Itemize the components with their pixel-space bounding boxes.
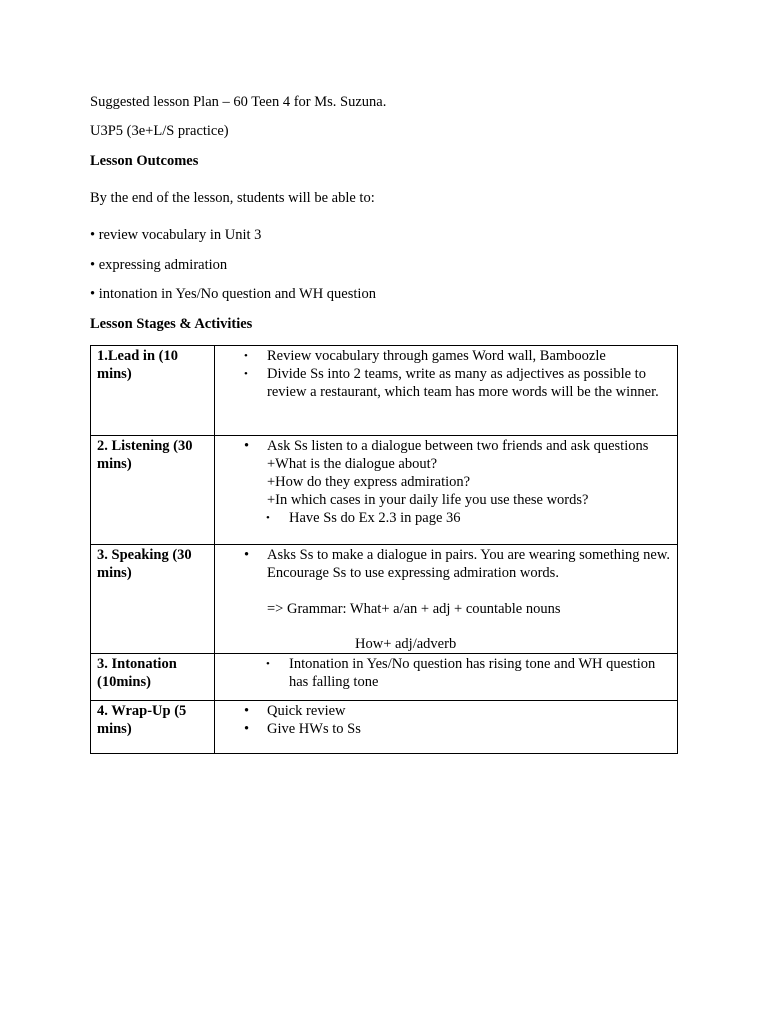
stage-activities bbox=[215, 545, 678, 654]
activity-item: • Asks Ss to make a dialogue in pairs. You are wearing something new. Encourage Ss to use expressing admiration words. bbox=[267, 546, 671, 582]
stage-activities bbox=[215, 436, 678, 545]
outcome-item: • expressing admiration bbox=[90, 257, 228, 273]
activity-item: • Divide Ss into 2 teams, write as many as adjectives as possible to review a restaurant, which team has more words will be the winner. bbox=[267, 365, 671, 401]
activity-item: • Review vocabulary through games Word wall, Bamboozle bbox=[267, 347, 671, 365]
lesson-stages-table bbox=[90, 345, 678, 754]
outcomes-heading: Lesson Outcomes bbox=[90, 153, 199, 169]
stage-row bbox=[91, 436, 678, 545]
stage-row bbox=[91, 346, 678, 436]
stage-row bbox=[91, 545, 678, 654]
question-line: +How do they express admiration? bbox=[267, 474, 471, 490]
activity-item: • Quick review bbox=[267, 702, 671, 720]
activity-item: • Intonation in Yes/No question has rising tone and WH question has falling tone bbox=[289, 655, 671, 691]
stage-activities bbox=[215, 346, 678, 436]
stage-activities bbox=[215, 701, 678, 754]
stage-name: 3. Speaking (30 mins) bbox=[91, 545, 215, 654]
stage-name: 1.Lead in (10 mins) bbox=[91, 346, 215, 436]
grammar-line: How+ adj/adverb bbox=[355, 636, 457, 652]
grammar-line: => Grammar: What+ a/an + adj + countable nouns bbox=[267, 601, 561, 617]
activity-item: • Ask Ss listen to a dialogue between two friends and ask questions bbox=[267, 437, 671, 455]
question-line: +In which cases in your daily life you use these words? bbox=[267, 492, 589, 508]
activity-list bbox=[221, 437, 671, 455]
activity-list bbox=[221, 702, 671, 738]
stage-row bbox=[91, 701, 678, 754]
stage-row bbox=[91, 654, 678, 701]
outcome-item: • review vocabulary in Unit 3 bbox=[90, 227, 262, 243]
sub-activity-list bbox=[221, 655, 671, 691]
outcomes-intro: By the end of the lesson, students will be able to: bbox=[90, 190, 375, 206]
stage-name: 2. Listening (30 mins) bbox=[91, 436, 215, 545]
stages-heading: Lesson Stages & Activities bbox=[90, 316, 253, 332]
question-line: +What is the dialogue about? bbox=[267, 456, 438, 472]
sub-activity-list bbox=[221, 509, 671, 527]
activity-list bbox=[221, 546, 671, 582]
lesson-plan-title: Suggested lesson Plan – 60 Teen 4 for Ms. Suzuna. bbox=[90, 94, 387, 110]
stage-name: 3. Intonation (10mins) bbox=[91, 654, 215, 701]
outcome-item: • intonation in Yes/No question and WH question bbox=[90, 286, 376, 302]
activity-item: • Have Ss do Ex 2.3 in page 36 bbox=[289, 509, 671, 527]
activity-list bbox=[221, 347, 671, 401]
stage-name: 4. Wrap-Up (5 mins) bbox=[91, 701, 215, 754]
activity-item: • Give HWs to Ss bbox=[267, 720, 671, 738]
stage-activities bbox=[215, 654, 678, 701]
lesson-code: U3P5 (3e+L/S practice) bbox=[90, 123, 229, 139]
